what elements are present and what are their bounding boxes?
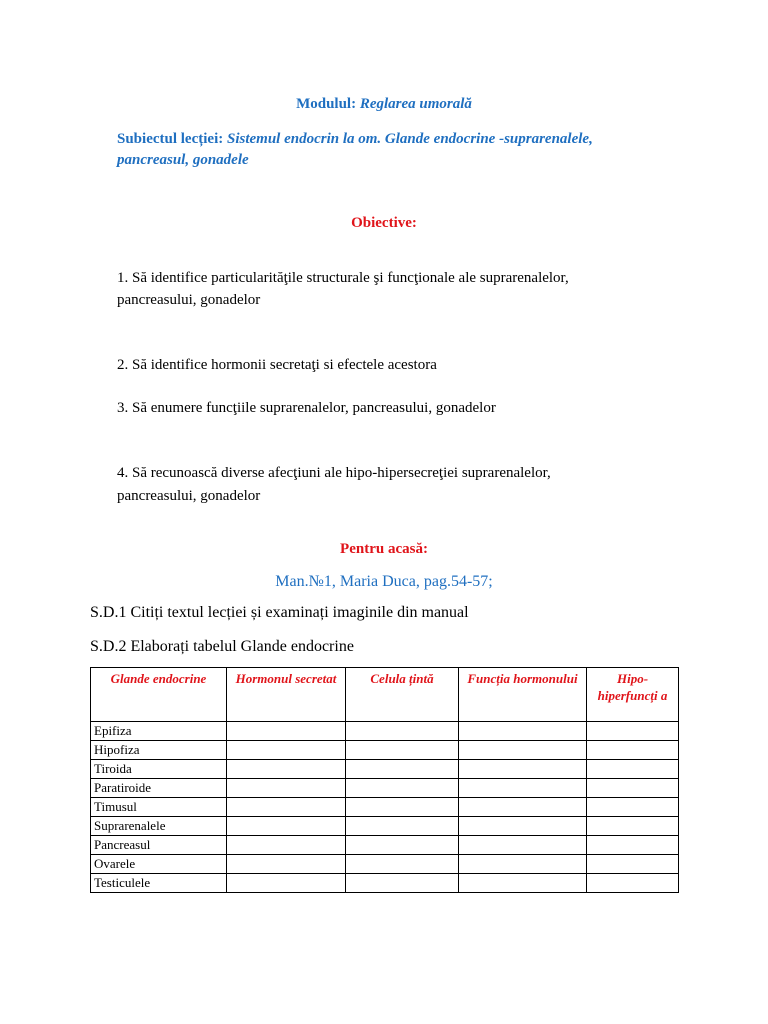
table-cell xyxy=(346,836,459,855)
table-cell xyxy=(346,722,459,741)
subject-label: Subiectul lecției: xyxy=(117,131,224,147)
objective-1-line-2: pancreasului, gonadelor xyxy=(117,292,261,308)
gland-name-cell: Ovarele xyxy=(91,855,227,874)
objective-3: 3. Să enumere funcţiile suprarenalelor, pancreasului, gonadelor xyxy=(117,400,496,416)
header-target-cell: Celula țintă xyxy=(346,668,459,722)
gland-name-cell: Suprarenalele xyxy=(91,817,227,836)
table-row xyxy=(91,798,679,817)
table-row xyxy=(91,836,679,855)
table-cell xyxy=(227,798,346,817)
gland-name-cell: Tiroida xyxy=(91,760,227,779)
subject-line-2: pancreasul, gonadele xyxy=(117,152,249,168)
objective-1-line-1: 1. Să identifice particularităţile structurale şi funcţionale ale suprarenalelor, xyxy=(117,270,569,286)
table-cell xyxy=(459,722,587,741)
table-cell xyxy=(587,855,679,874)
table-cell xyxy=(459,855,587,874)
table-row xyxy=(91,817,679,836)
table-cell xyxy=(346,779,459,798)
table-cell xyxy=(346,874,459,893)
table-row xyxy=(91,874,679,893)
objective-4-line-1: 4. Să recunoască diverse afecţiuni ale hipo-hipersecreţiei suprarenalelor, xyxy=(117,465,551,481)
gland-name-cell: Paratiroide xyxy=(91,779,227,798)
table-cell xyxy=(227,874,346,893)
endocrine-glands-table xyxy=(90,667,679,893)
header-glands: Glande endocrine xyxy=(91,668,227,722)
module-value: Reglarea umorală xyxy=(359,96,472,112)
gland-name-cell: Timusul xyxy=(91,798,227,817)
table-cell xyxy=(459,779,587,798)
table-cell xyxy=(459,817,587,836)
table-cell xyxy=(227,741,346,760)
table-cell xyxy=(587,836,679,855)
task-2: S.D.2 Elaborați tabelul Glande endocrine xyxy=(90,638,354,655)
module-line xyxy=(0,94,768,114)
table-cell xyxy=(587,741,679,760)
table-cell xyxy=(459,874,587,893)
header-hormone-function: Funcția hormonului xyxy=(459,668,587,722)
table-cell xyxy=(227,855,346,874)
table-cell xyxy=(587,798,679,817)
objectives-title: Obiective: xyxy=(351,215,417,231)
table-row xyxy=(91,855,679,874)
table-row xyxy=(91,760,679,779)
table-cell xyxy=(346,855,459,874)
module-label: Modulul: xyxy=(296,96,357,112)
table-cell xyxy=(459,760,587,779)
table-cell xyxy=(227,722,346,741)
table-cell xyxy=(227,760,346,779)
table-cell xyxy=(346,817,459,836)
table-cell xyxy=(587,722,679,741)
gland-name-cell: Epifiza xyxy=(91,722,227,741)
table-row xyxy=(91,741,679,760)
gland-name-cell: Testiculele xyxy=(91,874,227,893)
table-cell xyxy=(227,779,346,798)
gland-name-cell: Hipofiza xyxy=(91,741,227,760)
objective-2: 2. Să identifice hormonii secretaţi si efectele acestora xyxy=(117,357,437,373)
table-cell xyxy=(587,760,679,779)
table-cell xyxy=(227,817,346,836)
table-cell xyxy=(587,779,679,798)
header-hormone: Hormonul secretat xyxy=(227,668,346,722)
table-cell xyxy=(346,760,459,779)
table-row xyxy=(91,722,679,741)
table-cell xyxy=(587,874,679,893)
objective-4-line-2: pancreasului, gonadelor xyxy=(117,488,261,504)
table-cell xyxy=(346,741,459,760)
subject-value-1: Sistemul endocrin la om. Glande endocrine -suprarenalele, xyxy=(226,131,593,147)
homework-title: Pentru acasă: xyxy=(340,541,428,557)
subject-line-1 xyxy=(117,129,593,149)
table-cell xyxy=(587,817,679,836)
task-1: S.D.1 Citiți textul lecției și examinați imaginile din manual xyxy=(90,604,469,621)
table-cell xyxy=(346,798,459,817)
header-hypo-hyperfunction: Hipo-hiperfuncți a xyxy=(587,668,679,722)
table-cell xyxy=(227,836,346,855)
table-cell xyxy=(459,741,587,760)
table-row xyxy=(91,779,679,798)
table-header-row xyxy=(91,668,679,722)
homework-reference: Man.№1, Maria Duca, pag.54-57; xyxy=(275,573,493,590)
table-cell xyxy=(459,798,587,817)
gland-name-cell: Pancreasul xyxy=(91,836,227,855)
table-cell xyxy=(459,836,587,855)
